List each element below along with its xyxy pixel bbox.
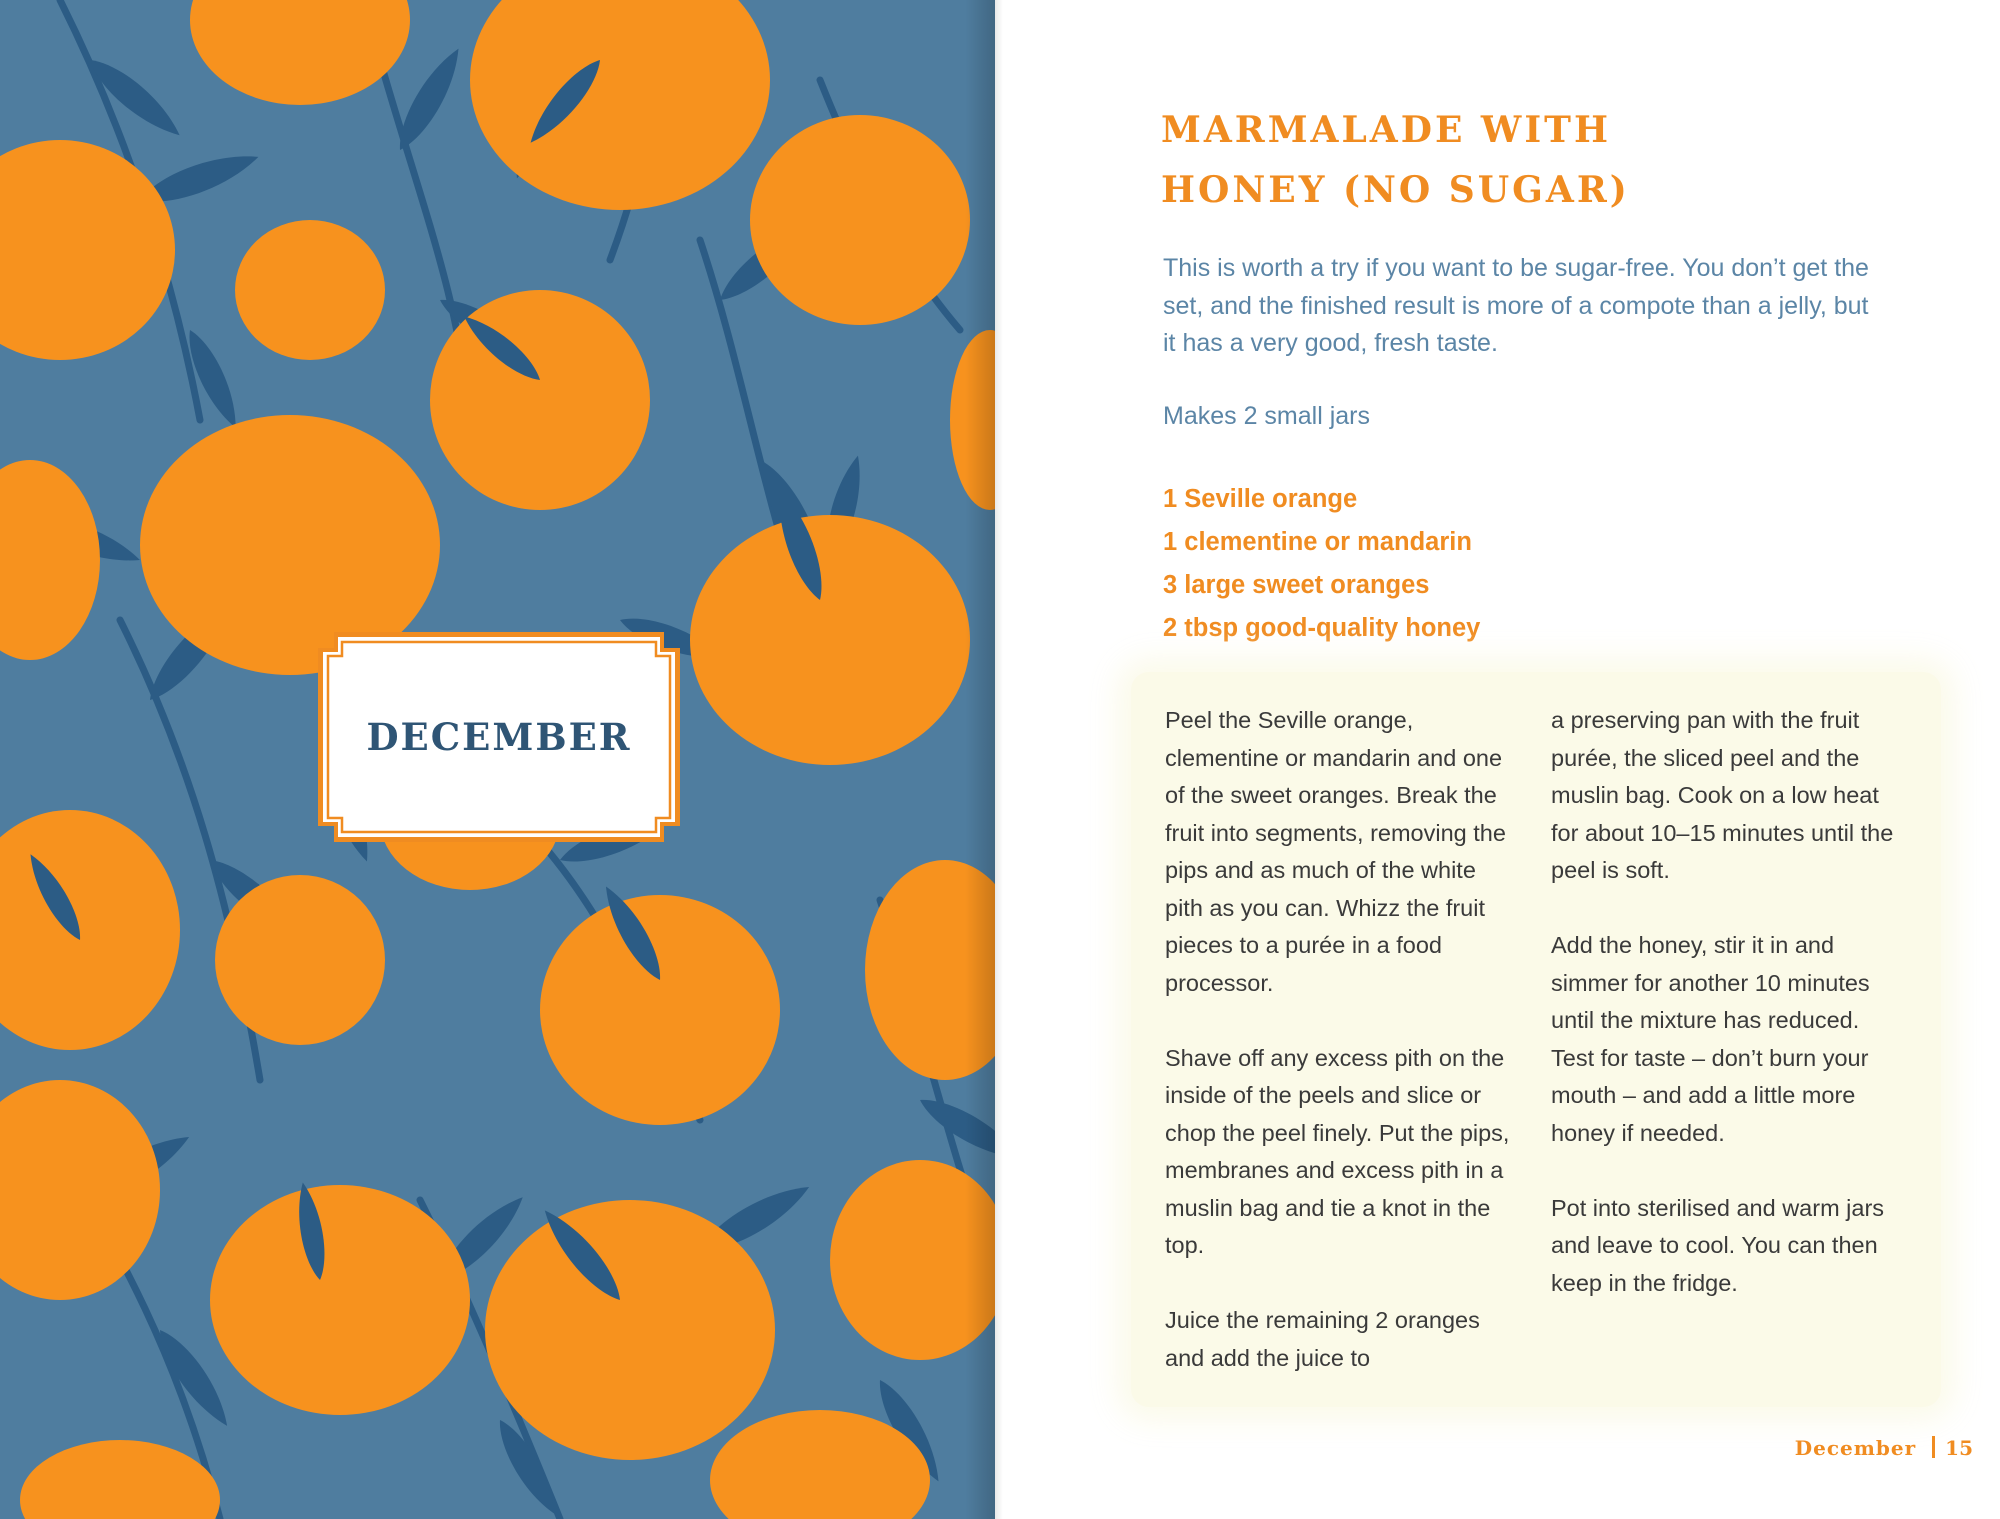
method-paragraph: a preserving pan with the fruit purée, the sliced peel and the muslin bag. Cook on a low heat for about 10–15 minutes until the peel is soft. [1551,707,1894,883]
recipe-page [1003,0,2000,1519]
recipe-title [1161,100,1861,220]
method-paragraph: Shave off any excess pith on the inside of the peels and slice or chop the peel finely. Put the pips, membranes and excess pith in a muslin bag and tie a knot in the top. [1165,1044,1510,1258]
ingredient-item: 2 tbsp good-quality honey [1163,614,1481,642]
method-paragraph: Juice the remaining 2 oranges and add the juice to [1165,1307,1480,1371]
method-paragraph: Peel the Seville orange, clementine or mandarin and one of the sweet oranges. Break the fruit into segments, removing the pips and as much of the white pith as you can. Whizz the fruit pieces to a purée in a food processor. [1165,707,1506,996]
recipe-title-line-1: MARMALADE WITH [1161,109,1611,151]
ingredient-item: 3 large sweet oranges [1163,571,1430,599]
method-column-2 [1551,702,1896,1340]
footer-divider [1932,1436,1935,1458]
recipe-yield: Makes 2 small jars [1163,402,1370,430]
recipe-intro: This is worth a try if you want to be sugar-free. You don’t get the set, and the finished result is more of a compote than a jelly, but it has a very good, fresh taste. [1163,254,1869,357]
ingredient-list [1163,478,1863,650]
page-number: 15 [1945,1436,1973,1460]
ingredient-item: 1 clementine or mandarin [1163,528,1472,556]
recipe-title-line-2: HONEY (NO SUGAR) [1161,169,1630,211]
month-label-plaque [318,632,680,842]
method-column-1 [1165,702,1510,1415]
gutter-shadow [965,0,995,1519]
page-edge [995,0,1003,1519]
method-paragraph: Pot into sterilised and warm jars and leave to cool. You can then keep in the fridge. [1551,1194,1885,1296]
pattern-page [0,0,995,1519]
month-label: DECEMBER [366,715,632,759]
page-footer [1703,1436,1973,1460]
method-paragraph: Add the honey, stir it in and simmer for another 10 minutes until the mixture has reduced. Test for taste – don’t burn your mouth – and add a little more honey if needed. [1551,932,1870,1146]
footer-section-name: December [1794,1436,1917,1460]
ingredient-item: 1 Seville orange [1163,485,1358,513]
